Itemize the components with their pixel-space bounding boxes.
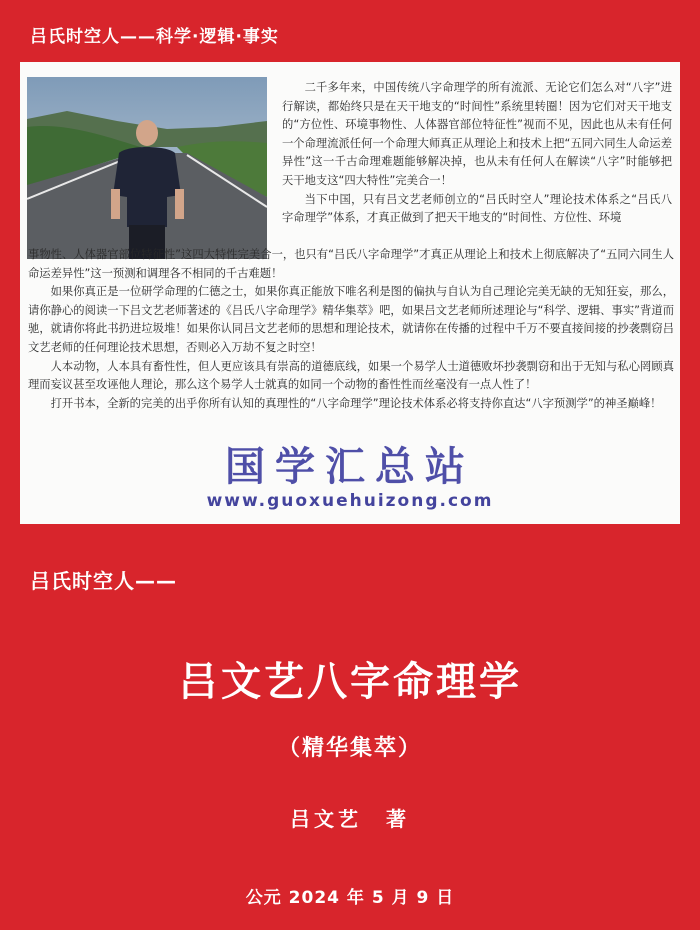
book-title: 吕文艺八字命理学 xyxy=(178,659,522,705)
paragraph-5: 打开书本，全新的完美的出乎你所有认知的真理性的“八字命理学”理论技术体系必将支持你直达“八字预测学”的神圣巅峰！ xyxy=(50,396,662,410)
body-text xyxy=(28,246,674,413)
watermark-url: www.guoxuehuizong.com xyxy=(206,491,494,511)
author-line: 吕文艺 著 xyxy=(290,807,410,831)
paragraph-2-start: 当下中国，只有吕文艺老师创立的“吕氏时空人”理论技术体系之“吕氏八字命理学”体系，才真正做到了把天干地支的“时间性、方位性、环境 xyxy=(282,192,672,225)
paragraph-4: 人本动物，人本具有畜性性，但人更应该具有崇高的道德底线，如果一个易学人士道德败坏抄袭剽窃和出于无知与私心罔顾真理而妄议甚至攻诬他人理论，那么这个易学人士就真的如同一个动物的畜性性而丝毫没有一点人性了！ xyxy=(28,359,674,392)
header-title: 吕氏时空人——科学·逻辑·事实 xyxy=(30,27,279,47)
series-title: 吕氏时空人—— xyxy=(30,569,177,593)
paragraph-2-rest: 事物性、人体器官部位特征性”这四大特性完美合一，也只有“吕氏八字命理学”才真正从理论上和技术上彻底解决了“五同六同生人命运差异性”这一预测和调理各不相同的千古难题！ xyxy=(28,248,674,280)
paragraph-3: 如果你真正是一位研学命理的仁德之士，如果你真正能放下唯名利是图的偏执与自认为自己理论完美无缺的无知狂妄，那么，请你静心的阅读一下吕文艺老师著述的《吕氏八字命理学》精华集萃》吧，如果吕文艺老师所述理论与“科学、逻辑、事实”背道而驰，就请你将此书扔进垃圾堆！如果你认同吕文艺老师的思想和理论技术，就请你在传播的过程中千万不要直接间接的抄袭剽窃吕文艺老师的任何理论技术思想，否则必入万劫不复之时空！ xyxy=(28,285,674,354)
watermark-chinese: 国学汇总站 xyxy=(225,444,475,490)
intro-text xyxy=(282,79,672,228)
author-photo xyxy=(27,77,267,259)
intro-paragraph: 二千多年来，中国传统八字命理学的所有流派、无论它们怎么对“八字”进行解读，都始终只是在天干地支的“时间性”系统里转圈！因为它们对天干地支的“方位性、环境事物性、人体器官部位特征性”视而不见，因此也从未有任何一个命理流派任何一个命理大师真正从理论上和技术上把“五同六同生人命运差异性”这一千古命理难题能够解决掉，也从未有任何人在解读“八字”时能够把天干地支这“四大特性”完美合一！ xyxy=(282,81,672,187)
publish-date: 公元 2024 年 5 月 9 日 xyxy=(245,888,455,908)
book-subtitle: （精华集萃） xyxy=(277,736,422,761)
